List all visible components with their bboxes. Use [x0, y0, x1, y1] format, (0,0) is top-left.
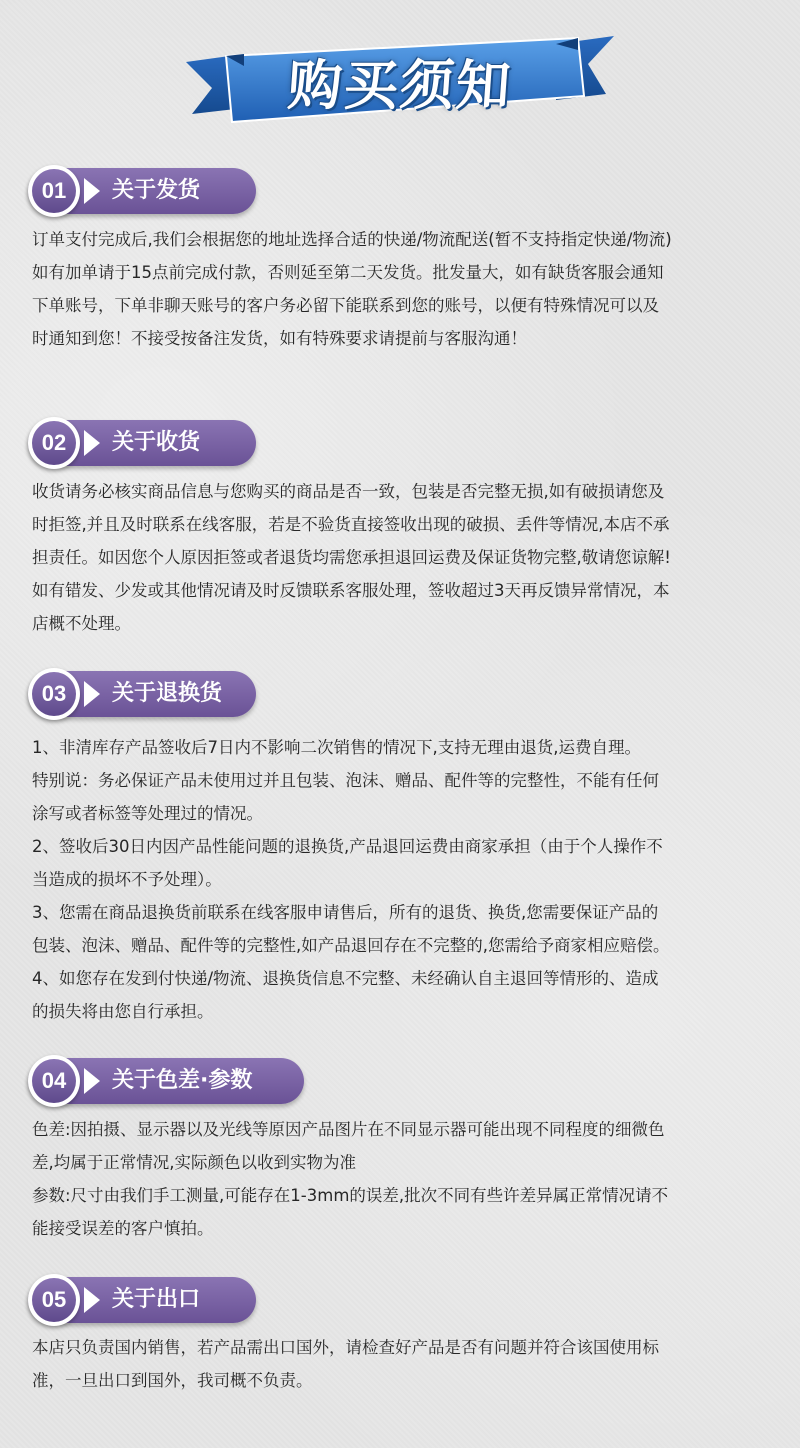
body-line: 时通知到您！不接受按备注发货，如有特殊要求请提前与客服沟通！: [32, 329, 527, 348]
body-line: 当造成的损坏不予处理）。: [32, 870, 222, 889]
body-line: 1、非清库存产品签收后7日内不影响二次销售的情况下,支持无理由退货,运费自理。: [32, 738, 641, 757]
body-line: 特别说：务必保证产品未使用过并且包装、泡沫、赠品、配件等的完整性，不能有任何: [32, 771, 659, 790]
body-line: 订单支付完成后,我们会根据您的地址选择合适的快递/物流配送(暂不支持指定快递/物流): [32, 230, 672, 249]
section-body: [32, 223, 782, 355]
arrow-right-icon: [84, 178, 100, 204]
section-number-badge: [28, 1274, 80, 1326]
title-banner: [186, 30, 614, 134]
arrow-right-icon: [84, 1068, 100, 1094]
section-body: [32, 731, 782, 1028]
body-line: 如有错发、少发或其他情况请及时反馈联系客服处理，签收超过3天再反馈异常情况，本: [32, 581, 670, 600]
section-number: 02: [32, 421, 76, 465]
body-line: 准，一旦出口到国外，我司概不负责。: [32, 1371, 313, 1390]
body-line: 3、您需在商品退换货前联系在线客服申请售后，所有的退货、换货,您需要保证产品的: [32, 903, 659, 922]
section-number-badge: [28, 668, 80, 720]
section-body: [32, 1331, 782, 1397]
page-title: 购买须知: [285, 54, 515, 117]
body-line: 2、签收后30日内因产品性能问题的退换货,产品退回运费由商家承担（由于个人操作不: [32, 837, 663, 856]
body-line: 下单账号，下单非聊天账号的客户务必留下能联系到您的账号，以便有特殊情况可以及: [32, 296, 659, 315]
body-line: 涂写或者标签等处理过的情况。: [32, 804, 263, 823]
section-number-badge: [28, 1055, 80, 1107]
section-number-badge: [28, 417, 80, 469]
arrow-right-icon: [84, 681, 100, 707]
arrow-right-icon: [84, 430, 100, 456]
section-number: 04: [32, 1059, 76, 1103]
body-line: 色差:因拍摄、显示器以及光线等原因产品图片在不同显示器可能出现不同程度的细微色: [32, 1120, 665, 1139]
body-line: 收货请务必核实商品信息与您购买的商品是否一致，包装是否完整无损,如有破损请您及: [32, 482, 665, 501]
body-line: 本店只负责国内销售，若产品需出口国外，请检查好产品是否有问题并符合该国使用标: [32, 1338, 659, 1357]
section-number-badge: [28, 165, 80, 217]
arrow-right-icon: [84, 1287, 100, 1313]
body-line: 担责任。如因您个人原因拒签或者退货均需您承担退回运费及保证货物完整,敬请您谅解!: [32, 548, 671, 567]
body-line: 能接受误差的客户慎拍。: [32, 1219, 214, 1238]
body-line: 包装、泡沫、赠品、配件等的完整性,如产品退回存在不完整的,您需给予商家相应赔偿。: [32, 936, 670, 955]
section-body: [32, 475, 782, 640]
body-line: 时拒签,并且及时联系在线客服，若是不验货直接签收出现的破损、丢件等情况,本店不承: [32, 515, 670, 534]
body-line: 的损失将由您自行承担。: [32, 1002, 214, 1021]
section-number: 05: [32, 1278, 76, 1322]
section-title: 关于退换货: [112, 681, 223, 706]
section-title: 关于出口: [112, 1287, 201, 1312]
section-title: 关于色差·参数: [112, 1068, 253, 1093]
body-line: 店概不处理。: [32, 614, 131, 633]
body-line: 参数:尺寸由我们手工测量,可能存在1-3mm的误差,批次不同有些许差异属正常情况请不: [32, 1186, 669, 1205]
body-line: 如有加单请于15点前完成付款，否则延至第二天发货。批发量大，如有缺货客服会通知: [32, 263, 664, 282]
section-title: 关于收货: [112, 430, 201, 455]
section-title: 关于发货: [112, 178, 201, 203]
section-number: 03: [32, 672, 76, 716]
section-number: 01: [32, 169, 76, 213]
body-line: 差,均属于正常情况,实际颜色以收到实物为准: [32, 1153, 356, 1172]
section-body: [32, 1113, 782, 1245]
body-line: 4、如您存在发到付快递/物流、退换货信息不完整、未经确认自主退回等情形的、造成: [32, 969, 659, 988]
